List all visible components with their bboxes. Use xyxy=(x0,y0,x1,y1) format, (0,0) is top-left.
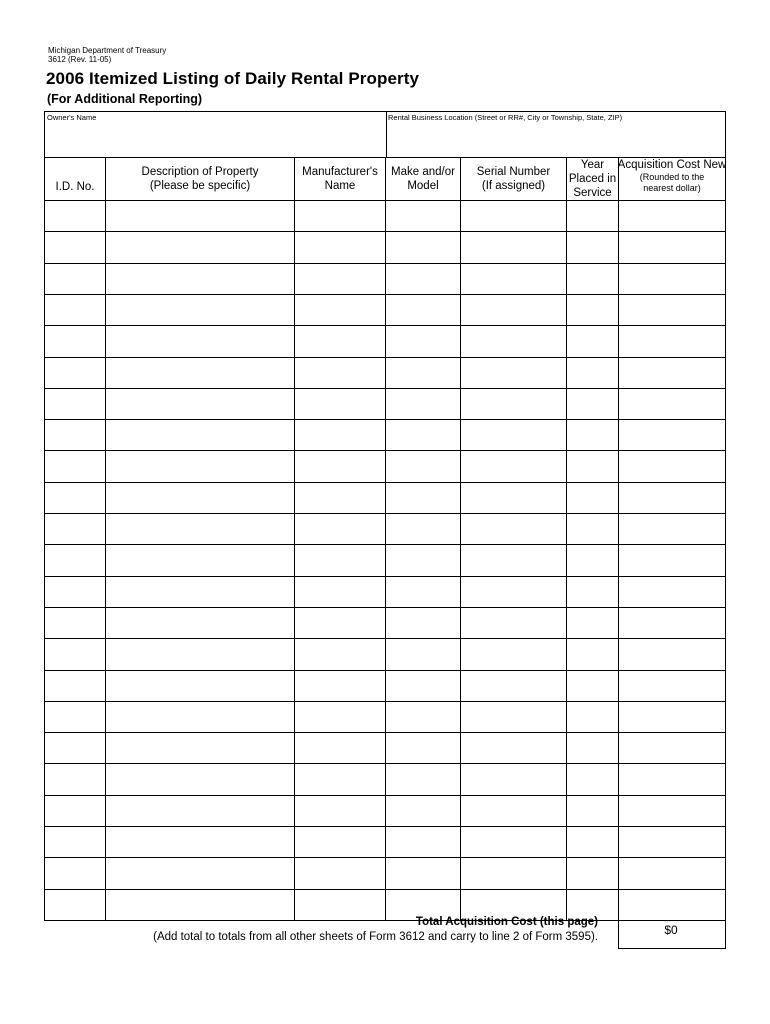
table-cell-year[interactable] xyxy=(567,201,618,231)
table-cell-description[interactable] xyxy=(106,264,294,294)
table-cell-year[interactable] xyxy=(567,639,618,670)
table-cell-make_model[interactable] xyxy=(386,858,460,889)
table-cell-description[interactable] xyxy=(106,545,294,576)
table-cell-description[interactable] xyxy=(106,702,294,732)
column-header-description xyxy=(106,158,294,200)
table-cell-make_model[interactable] xyxy=(386,671,460,701)
table-cell-id[interactable] xyxy=(45,358,105,388)
table-cell-serial[interactable] xyxy=(461,796,566,826)
grid-right-rule-top xyxy=(725,111,726,158)
table-cell-cost[interactable] xyxy=(619,764,725,795)
table-cell-description[interactable] xyxy=(106,733,294,763)
table-cell-id[interactable] xyxy=(45,420,105,450)
table-cell-manufacturer[interactable] xyxy=(295,389,385,419)
form-title: 2006 Itemized Listing of Daily Rental Property xyxy=(46,69,420,88)
table-cell-description[interactable] xyxy=(106,514,294,544)
table-cell-year[interactable] xyxy=(567,451,618,482)
table-cell-description[interactable] xyxy=(106,358,294,388)
table-cell-make_model[interactable] xyxy=(386,451,460,482)
total-acquisition-value[interactable]: $0 xyxy=(664,922,678,937)
column-header-line: (Rounded to the xyxy=(639,172,705,182)
table-cell-year[interactable] xyxy=(567,827,618,857)
table-cell-manufacturer[interactable] xyxy=(295,232,385,263)
table-cell-cost[interactable] xyxy=(619,232,725,263)
column-header-manufacturer xyxy=(295,158,385,200)
table-cell-serial[interactable] xyxy=(461,451,566,482)
column-header-line: Model xyxy=(407,180,439,192)
table-cell-manufacturer[interactable] xyxy=(295,201,385,231)
column-header-line: Year xyxy=(580,159,605,171)
table-cell-serial[interactable] xyxy=(461,389,566,419)
table-cell-manufacturer[interactable] xyxy=(295,577,385,607)
column-header-line: Serial Number xyxy=(476,166,551,178)
table-cell-description[interactable] xyxy=(106,858,294,889)
table-cell-manufacturer[interactable] xyxy=(295,451,385,482)
table-cell-id[interactable] xyxy=(45,858,105,889)
table-cell-serial[interactable] xyxy=(461,671,566,701)
table-cell-id[interactable] xyxy=(45,483,105,513)
table-cell-make_model[interactable] xyxy=(386,483,460,513)
table-cell-serial[interactable] xyxy=(461,639,566,670)
table-cell-manufacturer[interactable] xyxy=(295,764,385,795)
table-cell-cost[interactable] xyxy=(619,483,725,513)
column-header-line: Name xyxy=(324,180,356,192)
table-cell-year[interactable] xyxy=(567,514,618,544)
table-cell-year[interactable] xyxy=(567,545,618,576)
table-cell-description[interactable] xyxy=(106,827,294,857)
table-cell-manufacturer[interactable] xyxy=(295,264,385,294)
table-cell-id[interactable] xyxy=(45,545,105,576)
table-cell-serial[interactable] xyxy=(461,608,566,638)
table-cell-make_model[interactable] xyxy=(386,389,460,419)
total-instructions: (Add total to totals from all other sheets of Form 3612 and carry to line 2 of Form 3595). xyxy=(153,931,598,943)
column-rule xyxy=(725,157,726,949)
table-cell-make_model[interactable] xyxy=(386,639,460,670)
column-header-line: I.D. No. xyxy=(55,181,95,193)
table-cell-id[interactable] xyxy=(45,326,105,357)
table-cell-manufacturer[interactable] xyxy=(295,639,385,670)
table-cell-year[interactable] xyxy=(567,358,618,388)
table-cell-year[interactable] xyxy=(567,764,618,795)
table-cell-cost[interactable] xyxy=(619,514,725,544)
owner-name-label: Owner's Name xyxy=(47,113,97,122)
table-cell-make_model[interactable] xyxy=(386,232,460,263)
table-cell-cost[interactable] xyxy=(619,295,725,325)
table-cell-make_model[interactable] xyxy=(386,702,460,732)
table-cell-make_model[interactable] xyxy=(386,358,460,388)
column-header-line: Placed in xyxy=(568,173,617,185)
table-cell-cost[interactable] xyxy=(619,358,725,388)
table-cell-manufacturer[interactable] xyxy=(295,671,385,701)
table-cell-make_model[interactable] xyxy=(386,796,460,826)
owner-name-field[interactable] xyxy=(46,124,384,154)
grid-top-rule xyxy=(44,111,726,112)
table-cell-cost[interactable] xyxy=(619,451,725,482)
table-cell-description[interactable] xyxy=(106,389,294,419)
table-cell-year[interactable] xyxy=(567,671,618,701)
table-cell-make_model[interactable] xyxy=(386,608,460,638)
table-cell-make_model[interactable] xyxy=(386,264,460,294)
table-cell-year[interactable] xyxy=(567,608,618,638)
table-cell-cost[interactable] xyxy=(619,858,725,889)
table-cell-year[interactable] xyxy=(567,326,618,357)
table-cell-manufacturer[interactable] xyxy=(295,326,385,357)
table-cell-year[interactable] xyxy=(567,264,618,294)
form-header-agency xyxy=(48,46,166,64)
table-cell-cost[interactable] xyxy=(619,326,725,357)
agency-name: Michigan Department of Treasury xyxy=(48,46,167,55)
table-cell-cost[interactable] xyxy=(619,796,725,826)
table-cell-make_model[interactable] xyxy=(386,827,460,857)
total-box-bottom-rule xyxy=(618,948,726,949)
column-header-line: (If assigned) xyxy=(481,180,546,192)
table-cell-id[interactable] xyxy=(45,295,105,325)
table-cell-make_model[interactable] xyxy=(386,326,460,357)
table-cell-id[interactable] xyxy=(45,796,105,826)
table-cell-id[interactable] xyxy=(45,671,105,701)
table-cell-serial[interactable] xyxy=(461,514,566,544)
table-cell-description[interactable] xyxy=(106,671,294,701)
table-cell-make_model[interactable] xyxy=(386,420,460,450)
table-cell-description[interactable] xyxy=(106,577,294,607)
table-cell-manufacturer[interactable] xyxy=(295,420,385,450)
table-cell-id[interactable] xyxy=(45,201,105,231)
form-revision: 3612 (Rev. 11-05) xyxy=(48,55,112,64)
table-cell-cost[interactable] xyxy=(619,827,725,857)
table-cell-make_model[interactable] xyxy=(386,733,460,763)
column-header-cost xyxy=(619,158,725,200)
table-cell-serial[interactable] xyxy=(461,858,566,889)
column-header-line: Acquisition Cost New xyxy=(617,159,727,171)
table-cell-id[interactable] xyxy=(45,764,105,795)
total-acquisition-label: Total Acquisition Cost (this page) xyxy=(415,916,598,928)
table-cell-year[interactable] xyxy=(567,858,618,889)
table-cell-serial[interactable] xyxy=(461,358,566,388)
table-cell-manufacturer[interactable] xyxy=(295,858,385,889)
column-header-line: nearest dollar) xyxy=(643,183,701,193)
table-cell-manufacturer[interactable] xyxy=(295,796,385,826)
table-cell-manufacturer[interactable] xyxy=(295,702,385,732)
rental-location-label: Rental Business Location (Street or RR#, City or Township, State, ZIP) xyxy=(388,113,623,122)
table-cell-description[interactable] xyxy=(106,764,294,795)
table-cell-id[interactable] xyxy=(45,232,105,263)
table-cell-manufacturer[interactable] xyxy=(295,514,385,544)
table-cell-manufacturer[interactable] xyxy=(295,483,385,513)
table-cell-serial[interactable] xyxy=(461,702,566,732)
table-cell-serial[interactable] xyxy=(461,827,566,857)
table-cell-serial[interactable] xyxy=(461,232,566,263)
table-cell-cost[interactable] xyxy=(619,733,725,763)
column-header-year xyxy=(567,158,618,200)
table-cell-year[interactable] xyxy=(567,702,618,732)
table-cell-cost[interactable] xyxy=(619,545,725,576)
table-cell-description[interactable] xyxy=(106,420,294,450)
table-cell-cost[interactable] xyxy=(619,420,725,450)
table-cell-id[interactable] xyxy=(45,733,105,763)
table-cell-year[interactable] xyxy=(567,232,618,263)
table-cell-serial[interactable] xyxy=(461,577,566,607)
table-cell-manufacturer[interactable] xyxy=(295,295,385,325)
table-cell-serial[interactable] xyxy=(461,545,566,576)
table-cell-id[interactable] xyxy=(45,451,105,482)
table-cell-year[interactable] xyxy=(567,796,618,826)
table-cell-make_model[interactable] xyxy=(386,295,460,325)
table-cell-serial[interactable] xyxy=(461,264,566,294)
table-cell-cost[interactable] xyxy=(619,577,725,607)
table-cell-cost[interactable] xyxy=(619,389,725,419)
table-cell-id[interactable] xyxy=(45,577,105,607)
table-cell-make_model[interactable] xyxy=(386,577,460,607)
table-cell-year[interactable] xyxy=(567,420,618,450)
table-cell-year[interactable] xyxy=(567,295,618,325)
table-cell-serial[interactable] xyxy=(461,201,566,231)
table-cell-cost[interactable] xyxy=(619,671,725,701)
table-cell-description[interactable] xyxy=(106,326,294,357)
table-cell-serial[interactable] xyxy=(461,420,566,450)
table-cell-serial[interactable] xyxy=(461,326,566,357)
table-cell-cost[interactable] xyxy=(619,201,725,231)
table-cell-make_model[interactable] xyxy=(386,201,460,231)
table-cell-make_model[interactable] xyxy=(386,514,460,544)
table-cell-id[interactable] xyxy=(45,702,105,732)
table-cell-description[interactable] xyxy=(106,483,294,513)
table-cell-manufacturer[interactable] xyxy=(295,608,385,638)
table-cell-cost[interactable] xyxy=(619,639,725,670)
table-cell-id[interactable] xyxy=(45,639,105,670)
table-cell-year[interactable] xyxy=(567,483,618,513)
column-header-line: Manufacturer's xyxy=(302,166,378,178)
table-cell-cost[interactable] xyxy=(619,702,725,732)
table-cell-cost[interactable] xyxy=(619,608,725,638)
column-header-id xyxy=(45,158,105,200)
table-cell-id[interactable] xyxy=(45,890,105,920)
table-cell-serial[interactable] xyxy=(461,764,566,795)
table-cell-description[interactable] xyxy=(106,608,294,638)
total-label-block xyxy=(153,915,598,945)
table-cell-manufacturer[interactable] xyxy=(295,733,385,763)
table-cell-cost[interactable] xyxy=(619,264,725,294)
column-header-line: (Please be specific) xyxy=(149,180,251,192)
column-header-line: Make and/or xyxy=(391,166,455,178)
table-cell-serial[interactable] xyxy=(461,295,566,325)
column-header-serial xyxy=(461,158,566,200)
table-cell-manufacturer[interactable] xyxy=(295,358,385,388)
table-cell-description[interactable] xyxy=(106,201,294,231)
rental-location-field[interactable] xyxy=(387,124,723,154)
table-cell-id[interactable] xyxy=(45,389,105,419)
table-cell-serial[interactable] xyxy=(461,483,566,513)
table-cell-make_model[interactable] xyxy=(386,545,460,576)
table-cell-id[interactable] xyxy=(45,264,105,294)
table-cell-manufacturer[interactable] xyxy=(295,545,385,576)
table-cell-description[interactable] xyxy=(106,232,294,263)
table-cell-id[interactable] xyxy=(45,827,105,857)
table-cell-year[interactable] xyxy=(567,577,618,607)
table-cell-id[interactable] xyxy=(45,608,105,638)
table-cell-description[interactable] xyxy=(106,796,294,826)
table-cell-year[interactable] xyxy=(567,733,618,763)
table-cell-id[interactable] xyxy=(45,514,105,544)
table-cell-manufacturer[interactable] xyxy=(295,827,385,857)
table-cell-year[interactable] xyxy=(567,389,618,419)
column-header-line: Service xyxy=(573,187,612,199)
form-subtitle: (For Additional Reporting) xyxy=(47,92,203,106)
table-cell-make_model[interactable] xyxy=(386,764,460,795)
table-cell-description[interactable] xyxy=(106,639,294,670)
table-cell-description[interactable] xyxy=(106,451,294,482)
column-header-line: Description of Property xyxy=(141,166,259,178)
table-cell-serial[interactable] xyxy=(461,733,566,763)
table-cell-description[interactable] xyxy=(106,295,294,325)
column-header-make_model xyxy=(386,158,460,200)
